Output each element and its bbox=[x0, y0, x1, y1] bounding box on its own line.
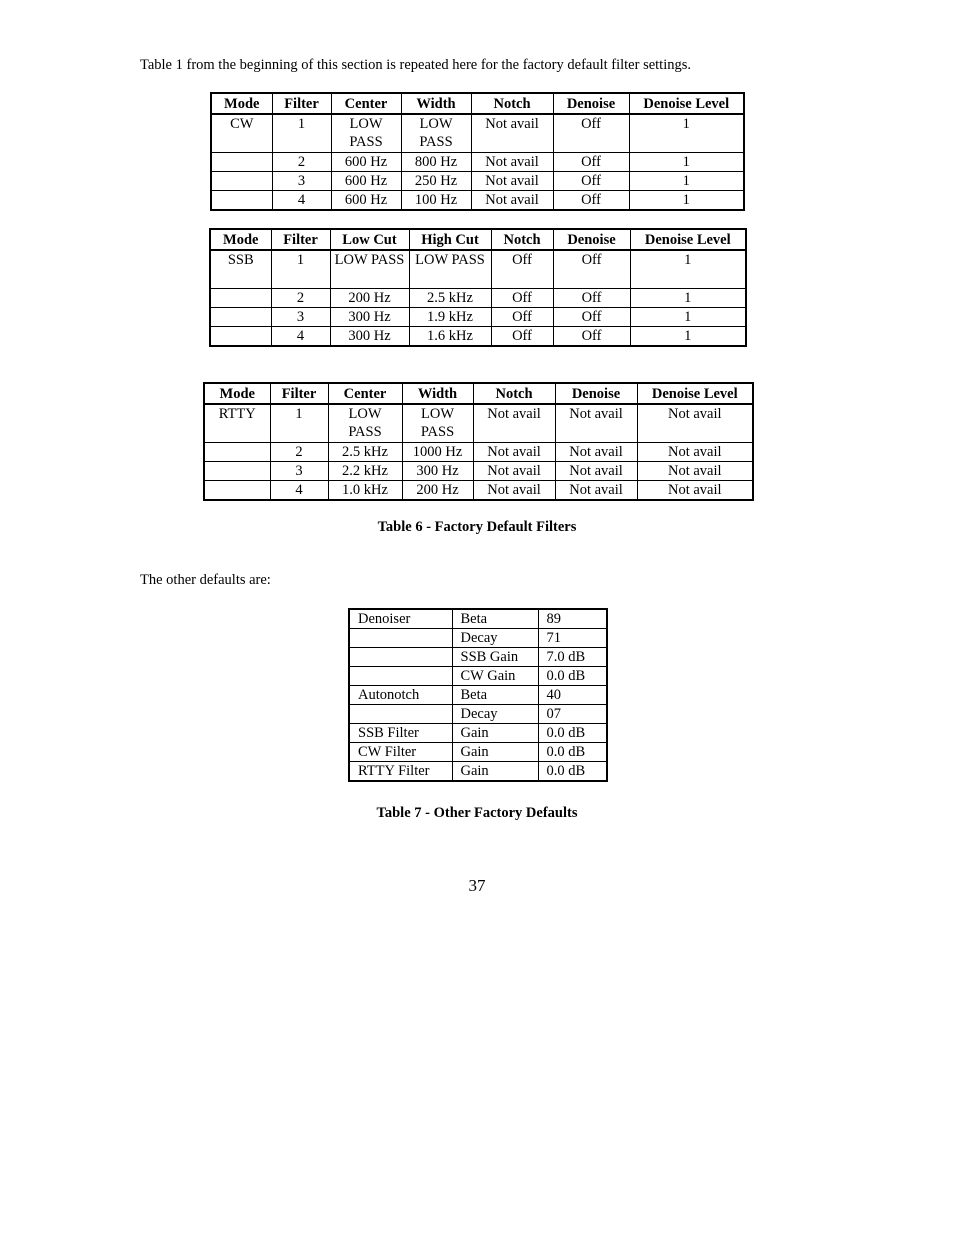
table-cell: Beta bbox=[452, 609, 538, 629]
column-header: Denoise bbox=[553, 93, 629, 114]
table-row bbox=[349, 705, 607, 724]
table-cell: 4 bbox=[272, 191, 331, 211]
table-cell: 40 bbox=[538, 686, 607, 705]
table-cell: 250 Hz bbox=[401, 172, 471, 191]
table-cell: Gain bbox=[452, 762, 538, 782]
table-cell bbox=[210, 289, 271, 308]
table-cell: Gain bbox=[452, 743, 538, 762]
table-cell: Not avail bbox=[637, 462, 753, 481]
table-cell: SSB Gain bbox=[452, 648, 538, 667]
column-header: Mode bbox=[210, 229, 271, 250]
table-cell: 1 bbox=[630, 308, 746, 327]
table-cell: Not avail bbox=[555, 443, 637, 462]
table-cell: 1.0 kHz bbox=[328, 481, 402, 501]
table-cell: 1.6 kHz bbox=[409, 327, 491, 347]
table-cell: 7.0 dB bbox=[538, 648, 607, 667]
table-cell: Not avail bbox=[473, 481, 555, 501]
table-cell: Off bbox=[491, 289, 553, 308]
table-cell: 4 bbox=[271, 327, 330, 347]
table-cell: Not avail bbox=[555, 404, 637, 443]
table-cell: CW Filter bbox=[349, 743, 452, 762]
table-cell: 800 Hz bbox=[401, 153, 471, 172]
column-header: Notch bbox=[471, 93, 553, 114]
column-header: Filter bbox=[270, 383, 328, 404]
table-row bbox=[211, 114, 744, 153]
table-cell: Decay bbox=[452, 705, 538, 724]
table-row bbox=[349, 743, 607, 762]
table-cell: 2 bbox=[271, 289, 330, 308]
table-row bbox=[349, 686, 607, 705]
column-header: Width bbox=[401, 93, 471, 114]
table-cell: RTTY bbox=[204, 404, 270, 443]
table-row bbox=[349, 762, 607, 782]
column-header: Low Cut bbox=[330, 229, 409, 250]
table-cell: 0.0 dB bbox=[538, 724, 607, 743]
table-row bbox=[204, 481, 753, 501]
table-row bbox=[210, 289, 746, 308]
table-cell: 1 bbox=[630, 327, 746, 347]
table-cell: Not avail bbox=[637, 443, 753, 462]
column-header: Denoise Level bbox=[629, 93, 744, 114]
column-header: Denoise Level bbox=[630, 229, 746, 250]
table-cell: CW bbox=[211, 114, 272, 153]
table-cell: Decay bbox=[452, 629, 538, 648]
table-cell: CW Gain bbox=[452, 667, 538, 686]
ssb-filter-table bbox=[209, 228, 747, 347]
column-header: High Cut bbox=[409, 229, 491, 250]
column-header: Denoise bbox=[553, 229, 630, 250]
table-cell: Gain bbox=[452, 724, 538, 743]
column-header: Filter bbox=[271, 229, 330, 250]
table-cell: Off bbox=[553, 114, 629, 153]
column-header: Filter bbox=[272, 93, 331, 114]
table-cell: 1000 Hz bbox=[402, 443, 473, 462]
table-cell bbox=[349, 705, 452, 724]
table-row bbox=[210, 250, 746, 289]
table-cell: 2.2 kHz bbox=[328, 462, 402, 481]
table-cell: 1 bbox=[272, 114, 331, 153]
column-header: Denoise Level bbox=[637, 383, 753, 404]
table-cell: LOW PASS bbox=[330, 250, 409, 289]
table-cell: Denoiser bbox=[349, 609, 452, 629]
table-cell bbox=[349, 667, 452, 686]
table-cell: Not avail bbox=[473, 462, 555, 481]
table-cell: 2 bbox=[270, 443, 328, 462]
column-header: Notch bbox=[491, 229, 553, 250]
table-row bbox=[349, 609, 607, 629]
table-cell: Off bbox=[553, 153, 629, 172]
table-row bbox=[204, 462, 753, 481]
table-header-row bbox=[210, 229, 746, 250]
table-cell: 3 bbox=[271, 308, 330, 327]
table-cell: 3 bbox=[270, 462, 328, 481]
table-cell: SSB bbox=[210, 250, 271, 289]
table-cell: Autonotch bbox=[349, 686, 452, 705]
table-cell: Off bbox=[553, 172, 629, 191]
table-cell bbox=[204, 443, 270, 462]
column-header: Mode bbox=[204, 383, 270, 404]
table-cell: Off bbox=[553, 250, 630, 289]
table-cell: LOW PASS bbox=[409, 250, 491, 289]
table-row bbox=[349, 648, 607, 667]
table-cell: 300 Hz bbox=[402, 462, 473, 481]
table-row bbox=[211, 172, 744, 191]
table-cell: 89 bbox=[538, 609, 607, 629]
rtty-filter-table bbox=[203, 382, 754, 501]
table-cell: Not avail bbox=[471, 114, 553, 153]
column-header: Width bbox=[402, 383, 473, 404]
table-cell bbox=[211, 172, 272, 191]
table-cell: 07 bbox=[538, 705, 607, 724]
table-cell: 2 bbox=[272, 153, 331, 172]
table-header-row bbox=[204, 383, 753, 404]
table-cell: 1 bbox=[629, 153, 744, 172]
table-row bbox=[211, 153, 744, 172]
table-cell: 1 bbox=[630, 250, 746, 289]
table-cell: LOW PASS bbox=[401, 114, 471, 153]
column-header: Center bbox=[331, 93, 401, 114]
table-cell: Not avail bbox=[555, 462, 637, 481]
table-row bbox=[204, 443, 753, 462]
table-cell bbox=[211, 191, 272, 211]
column-header: Mode bbox=[211, 93, 272, 114]
table-cell: 600 Hz bbox=[331, 153, 401, 172]
column-header: Center bbox=[328, 383, 402, 404]
table-cell: Off bbox=[553, 308, 630, 327]
table-cell: 100 Hz bbox=[401, 191, 471, 211]
table-cell: LOW PASS bbox=[331, 114, 401, 153]
table-cell: 2.5 kHz bbox=[328, 443, 402, 462]
intro-paragraph: Table 1 from the beginning of this section is repeated here for the factory default filter settings. bbox=[140, 57, 692, 73]
page-number: 37 bbox=[468, 876, 486, 895]
table-cell bbox=[210, 308, 271, 327]
table-cell: Not avail bbox=[637, 404, 753, 443]
table-row bbox=[210, 327, 746, 347]
table-cell: Not avail bbox=[473, 404, 555, 443]
table-cell: Not avail bbox=[473, 443, 555, 462]
table-cell: 2.5 kHz bbox=[409, 289, 491, 308]
table-cell: 600 Hz bbox=[331, 191, 401, 211]
table-cell: 0.0 dB bbox=[538, 667, 607, 686]
table-cell bbox=[349, 648, 452, 667]
other-defaults-table bbox=[348, 608, 608, 782]
table-cell: Not avail bbox=[471, 191, 553, 211]
table-cell: SSB Filter bbox=[349, 724, 452, 743]
table-7-caption: Table 7 - Other Factory Defaults bbox=[376, 805, 578, 821]
table-header-row bbox=[211, 93, 744, 114]
column-header: Denoise bbox=[555, 383, 637, 404]
table-row bbox=[204, 404, 753, 443]
table-cell: 71 bbox=[538, 629, 607, 648]
table-cell: 0.0 dB bbox=[538, 743, 607, 762]
table-6-caption: Table 6 - Factory Default Filters bbox=[377, 519, 577, 535]
table-cell: 1 bbox=[629, 191, 744, 211]
table-cell: Off bbox=[553, 327, 630, 347]
cw-filter-table bbox=[210, 92, 745, 211]
table-cell: 3 bbox=[272, 172, 331, 191]
table-row bbox=[349, 667, 607, 686]
table-cell bbox=[210, 327, 271, 347]
table-cell: 1 bbox=[271, 250, 330, 289]
table-row bbox=[349, 724, 607, 743]
table-cell: 300 Hz bbox=[330, 327, 409, 347]
table-cell: Off bbox=[491, 250, 553, 289]
table-cell: 200 Hz bbox=[330, 289, 409, 308]
table-cell bbox=[204, 462, 270, 481]
table-cell: 200 Hz bbox=[402, 481, 473, 501]
table-cell: 1.9 kHz bbox=[409, 308, 491, 327]
table-cell: Off bbox=[491, 308, 553, 327]
table-cell bbox=[211, 153, 272, 172]
table-cell: Off bbox=[491, 327, 553, 347]
table-cell: 0.0 dB bbox=[538, 762, 607, 782]
table-cell: Off bbox=[553, 191, 629, 211]
table-row bbox=[210, 308, 746, 327]
table-cell: Not avail bbox=[555, 481, 637, 501]
table-cell: LOW PASS bbox=[328, 404, 402, 443]
table-cell: RTTY Filter bbox=[349, 762, 452, 782]
table-cell: 4 bbox=[270, 481, 328, 501]
table-row bbox=[211, 191, 744, 211]
table-cell: Not avail bbox=[637, 481, 753, 501]
column-header: Notch bbox=[473, 383, 555, 404]
table-cell: 1 bbox=[270, 404, 328, 443]
table-cell: 1 bbox=[630, 289, 746, 308]
table-cell: Beta bbox=[452, 686, 538, 705]
table-row bbox=[349, 629, 607, 648]
table-cell: Not avail bbox=[471, 172, 553, 191]
table-cell bbox=[204, 481, 270, 501]
table-cell: Not avail bbox=[471, 153, 553, 172]
table-cell bbox=[349, 629, 452, 648]
table-cell: 300 Hz bbox=[330, 308, 409, 327]
table-cell: Off bbox=[553, 289, 630, 308]
table-cell: 1 bbox=[629, 172, 744, 191]
other-defaults-intro: The other defaults are: bbox=[140, 572, 271, 588]
table-cell: 1 bbox=[629, 114, 744, 153]
table-cell: 600 Hz bbox=[331, 172, 401, 191]
table-cell: LOW PASS bbox=[402, 404, 473, 443]
